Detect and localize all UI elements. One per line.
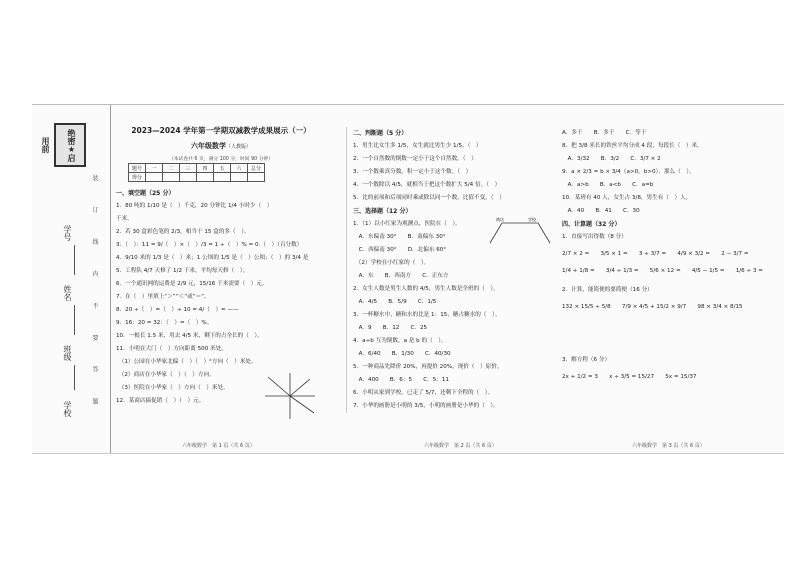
score-cell xyxy=(146,173,163,182)
exam-info: （本试卷共 6 页，满分 100 分，时间 90 分钟） xyxy=(168,157,274,162)
score-cell: 三 xyxy=(180,164,197,173)
student-id-line xyxy=(74,245,75,275)
exam-title: 2023—2024 学年第一学期双减教学成果展示（一） xyxy=(131,126,311,135)
score-cell: 得分 xyxy=(129,173,146,182)
question-line: 1．男生比女生多 1/5，女生就比男生少 1/5。（ ） xyxy=(353,143,482,149)
score-cell: 六 xyxy=(231,164,248,173)
class-label: 班级 xyxy=(63,345,72,361)
score-cell xyxy=(180,173,197,182)
question-line: 千米。 xyxy=(116,216,133,222)
score-cell xyxy=(214,173,231,182)
exam-paper xyxy=(32,104,784,454)
name-label: 姓名 xyxy=(63,285,72,301)
binding-notice: 装 订 线 内 不 要 答 题 xyxy=(91,175,98,417)
score-cell: 总分 xyxy=(248,164,265,173)
question-line: 9．a × 2/3 = b × 3/4（a>0，b>0），那么（ ）。 xyxy=(562,169,695,175)
score-cell: 一 xyxy=(146,164,163,173)
direction-figure xyxy=(260,371,320,421)
score-cell: 五 xyxy=(214,164,231,173)
confidential-stamp: 绝密★启用前 xyxy=(54,123,86,167)
question-line: 2．女生人数是男生人数的 4/5，男生人数是全班的（ ）。 xyxy=(353,286,499,292)
page-3-footer: 六年级数学 第 3 页（共 6 页） xyxy=(632,443,705,449)
question-line: A．9 B．12 C．25 xyxy=(353,325,428,331)
score-cell xyxy=(163,173,180,182)
score-cell: 四 xyxy=(197,164,214,173)
question-line: 12．某商店搞促销（ ）（ ）元。 xyxy=(116,398,205,404)
question-line: A．6/40 B．1/30 C．40/30 xyxy=(353,351,451,357)
question-line: 2．若 30 盒彩色笔的 2/3，相当于 15 盒的多（ ）。 xyxy=(116,229,250,235)
question-line: A．4/5 B．5/9 C．1/5 xyxy=(353,299,437,305)
question-line: 10．一根长 1.5 米，用去 4/5 米，剩下的占全长的（ ）。 xyxy=(116,333,263,339)
question-line: A．东偏南 30° B．南偏东 30° xyxy=(353,234,446,240)
question-line: A．40 B．41 C．30 xyxy=(562,208,640,214)
question-line: 1．（1）以小红家为观测点，医院在（ ）。 xyxy=(353,221,461,227)
score-table xyxy=(128,163,265,182)
question-line: 1．80 吨的 1/10 是（ ）千克，20 分钟比 1/4 小时少（ ） xyxy=(116,203,273,209)
student-id-label: 学号 xyxy=(63,225,72,241)
question-line: 1/4 + 1/8 = 3/4 ÷ 1/3 = 5/6 × 12 = 4/5 − 1/5 = 1/6 ÷ 3 = xyxy=(562,268,763,274)
score-cell xyxy=(248,173,265,182)
school-label: 学校 xyxy=(63,401,72,417)
question-line: 一、填空题（25 分） xyxy=(116,190,175,197)
class-line xyxy=(74,365,75,390)
page-2-footer: 六年级数学 第 2 页（共 6 页） xyxy=(424,443,497,449)
score-cell xyxy=(197,173,214,182)
question-line: 5．比的前项和后项同时乘或除以同一个数，比值不变。（ ） xyxy=(353,195,505,201)
question-line: 2．一个自然数的倒数一定小于这个自然数。（ ） xyxy=(353,156,477,162)
question-line: A．a>b B．a<b C．a=b xyxy=(562,182,654,188)
question-line: 3．一个数乘真分数，积一定小于这个数。（ ） xyxy=(353,169,472,175)
question-line: （2）学校在小红家的（ ）。 xyxy=(353,260,430,266)
question-line: 3．一杯糖水中，糖和水的比是 1：15，糖占糖水的（ ）。 xyxy=(353,312,501,318)
score-table-row xyxy=(129,173,265,182)
question-line: 7．在（ ）里填上“＞”“＜”或“＝”。 xyxy=(116,294,210,300)
question-line: 2．计算，能简便的要简便（16 分） xyxy=(562,287,653,293)
question-line: 132 × 15/5 ÷ 5/8 7/9 × 4/5 + 15/2 × 9/7 98 × 3/4 × 8/15 xyxy=(562,304,743,310)
question-line: 10．某班有 40 人，女生占 3/8，男生有（ ）人。 xyxy=(562,195,692,201)
score-cell: 题号 xyxy=(129,164,146,173)
question-line: （3）医院在小华家（ ）方向（ ）米处。 xyxy=(116,385,229,391)
question-line: A．3/32 B．3/2 C．3/7 × 2 xyxy=(562,156,661,162)
question-line: 1．直接写出得数（8 分） xyxy=(562,234,627,240)
question-line: 7．小华的画册是小明的 3/5，小明的画册是小华的（ ）。 xyxy=(353,403,499,409)
question-line: 2/7 × 2 = 3/5 × 1 = 3 ÷ 3/7 = 4/9 × 3/2 = 2 − 3/7 = xyxy=(562,251,749,257)
question-line: 三、选择题（12 分） xyxy=(353,208,412,215)
page-1-footer: 六年级数学 第 1 页（共 6 页） xyxy=(182,443,255,449)
question-line: 4．一个数除以 4/5，就相当于把这个数扩大 5/4 倍。（ ） xyxy=(353,182,501,188)
question-line: 4．a÷b 互为倒数，a 是 b 的（ ）。 xyxy=(353,338,447,344)
question-line: A．400 B．6：5 C．5：11 xyxy=(353,377,449,383)
question-line: 4．9/10 米的 1/3 是（ ）米；1 公顷的 1/5 是（ ）公顷；（ ）的 3/4 是 xyxy=(116,255,309,261)
question-line: 3．（ ）：11 = 9/（ ）×（ ）/3 = 1 ÷（ ）% = 0.（ ）（百分数） xyxy=(116,242,303,248)
question-line: 5．工程队 4/7 天修了 1/2 千米，平均每天修（ ）。 xyxy=(116,268,249,274)
question-line: C．西偏南 30° D．北偏东 60° xyxy=(353,247,447,253)
map-label-shop: 商店 xyxy=(496,217,504,222)
question-line: 四、计算题（32 分） xyxy=(562,221,621,228)
question-line: 2x + 1/2 = 3 x ÷ 3/5 = 15/27 5x = 15/37 xyxy=(562,374,697,380)
edition-label: （人教版） xyxy=(225,144,251,150)
map-figure xyxy=(488,217,552,247)
binding-margin xyxy=(32,105,111,453)
question-line: 二、判断题（5 分） xyxy=(353,130,408,137)
map-label-school: 学校 xyxy=(528,217,536,222)
question-line: 3．解方程（6 分） xyxy=(562,357,611,363)
question-line: （1）公园在小华家北偏（ ）（ ）°方向（ ）米处。 xyxy=(116,359,257,365)
score-table-header xyxy=(129,164,265,173)
question-line: （2）商店在小华家（ ）（ ）方向。 xyxy=(116,372,215,378)
question-line: 9．16：20 = 32：（ ）=（ ）%。 xyxy=(116,320,213,326)
question-line: 6．一个通讯网的运费是 2/9 元，15/16 千米需要（ ）元。 xyxy=(116,281,268,287)
question-line: 6．小明从家到学校，已走了 5/7，还剩下全程的（ ）。 xyxy=(353,390,494,396)
question-line: 8．20 ÷（ ）=（ ）÷ 10 = 4/（ ）= —— xyxy=(116,307,239,313)
page-3-column xyxy=(562,127,777,384)
question-line: 5．一种商品先降价 20%，再提价 20%，现价（ ）原价。 xyxy=(353,364,503,370)
question-line: A．多于 B．多于 C．等于 xyxy=(562,130,647,136)
name-line xyxy=(74,305,75,335)
question-line: 11．小明在大门（ ）方向距离 500 米处。 xyxy=(116,346,227,352)
question-line: 8．把 3/8 米长的铁丝平均分成 4 段，每段长（ ）米。 xyxy=(562,143,703,149)
question-line: A．东 B．西南方 C．正东方 xyxy=(353,273,449,279)
score-cell xyxy=(231,173,248,182)
subject-title: 六年级数学（人教版） xyxy=(190,142,251,150)
page-2-column xyxy=(346,127,553,413)
score-cell: 二 xyxy=(163,164,180,173)
